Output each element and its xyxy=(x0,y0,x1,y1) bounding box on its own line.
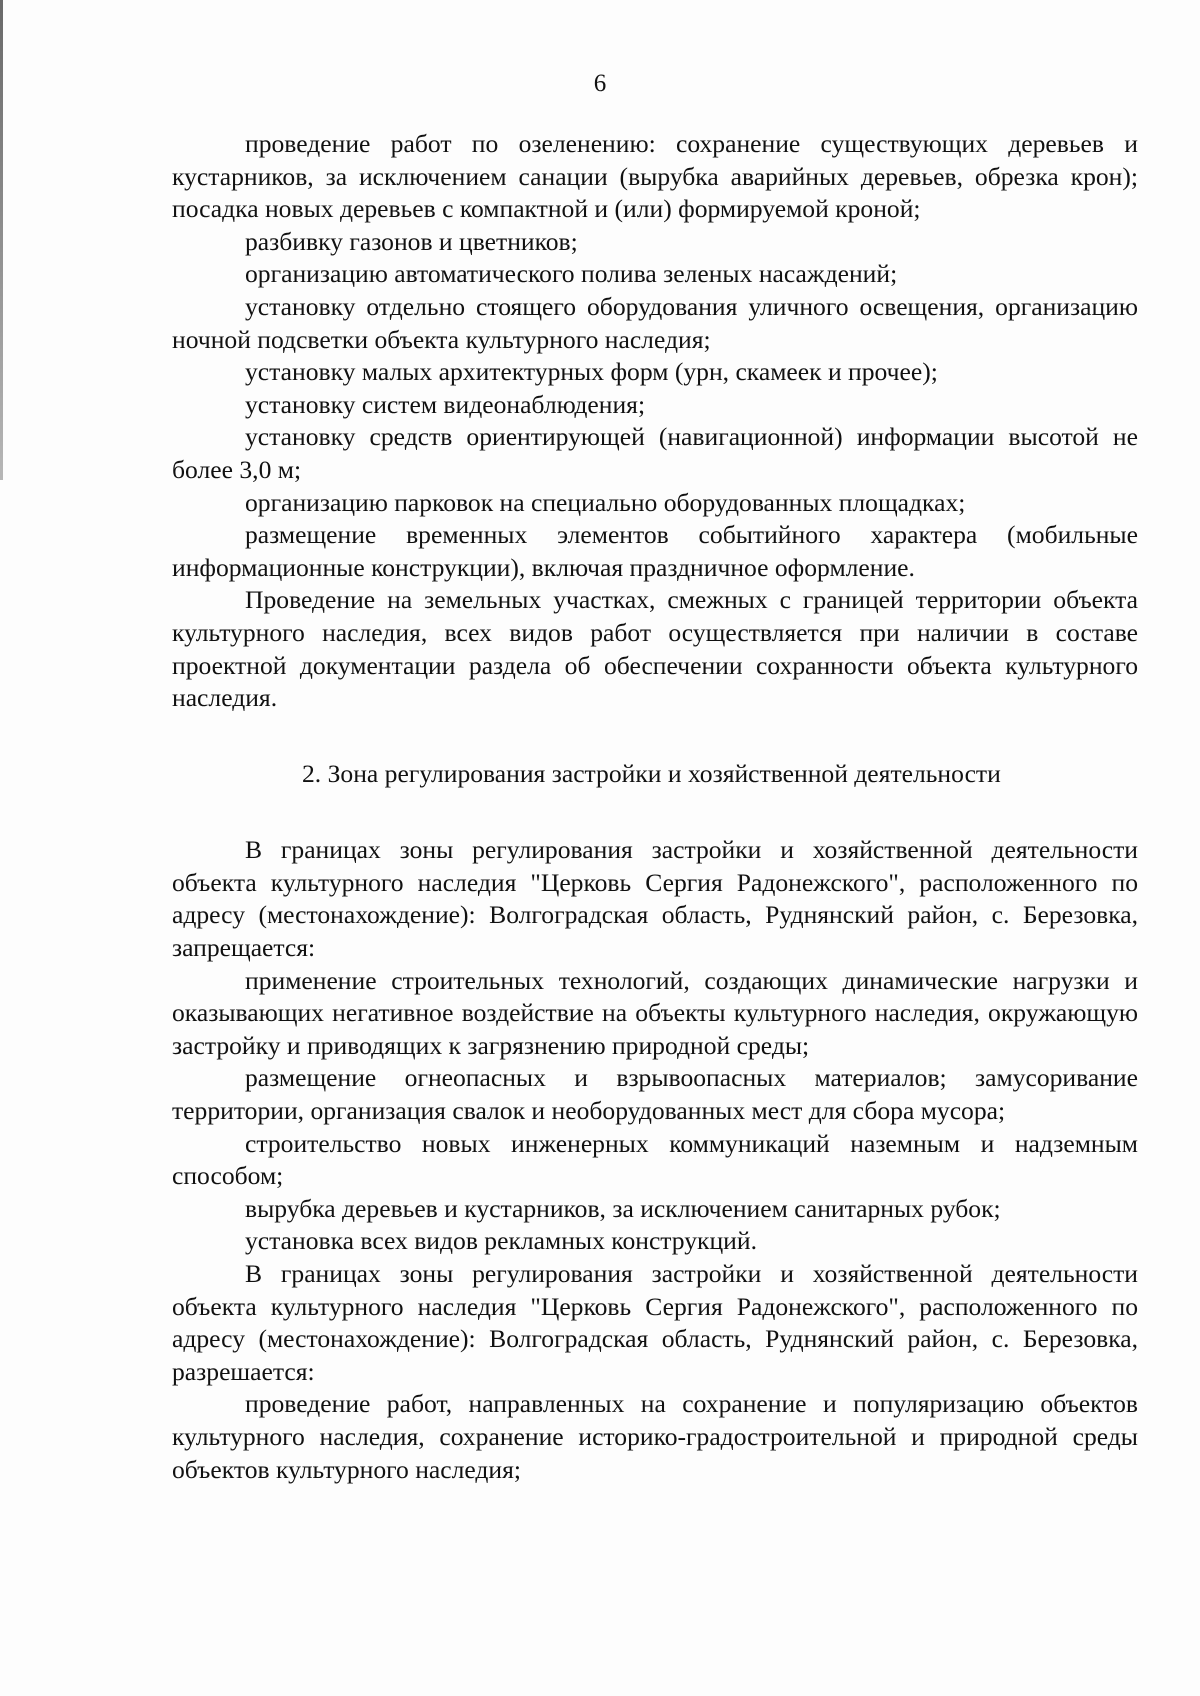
paragraph: проведение работ по озеленению: сохранение существующих деревьев и кустарников, за исключением санации (вырубка аварийных деревьев, обрезка крон); посадка новых деревьев с компактной и (или) формируемой кроной; xyxy=(172,129,1138,224)
section-2-body xyxy=(172,834,1138,1486)
section-1-body xyxy=(172,128,1138,715)
paragraph: проведение работ, направленных на сохранение и популяризацию объектов культурного наследия, сохранение историко-градостроительной и природной среды объектов культурного наследия; xyxy=(172,1389,1138,1484)
paragraph: установку малых архитектурных форм (урн, скамеек и прочее); xyxy=(245,357,938,387)
section-2-heading: 2. Зона регулирования застройки и хозяйственной деятельности xyxy=(302,758,1001,788)
paragraph: В границах зоны регулирования застройки и хозяйственной деятельности объекта культурного наследия "Церковь Сергия Радонежского", расположенного по адресу (местонахождение): Волгоградская область, Руднянский район, с. Березовка, запрещается: xyxy=(172,835,1138,963)
paragraph: установку средств ориентирующей (навигационной) информации высотой не более 3,0 м; xyxy=(172,422,1138,484)
paragraph: строительство новых инженерных коммуникаций наземным и надземным способом; xyxy=(172,1128,1138,1191)
paragraph: применение строительных технологий, создающих динамические нагрузки и оказывающих негативное воздействие на объекты культурного наследия, окружающую застройку и приводящих к загрязнению природной среды; xyxy=(172,965,1138,1060)
paragraph: размещение огнеопасных и взрывоопасных материалов; замусоривание территории, организация свалок и необорудованных мест для сбора мусора; xyxy=(172,1063,1138,1126)
paragraph: вырубка деревьев и кустарников, за исключением санитарных рубок; xyxy=(245,1193,1001,1223)
paragraph: организацию автоматического полива зеленых насаждений; xyxy=(245,259,898,289)
paragraph: разбивку газонов и цветников; xyxy=(245,226,578,256)
paragraph: организацию парковок на специально оборудованных площадках; xyxy=(245,487,966,517)
page-number: 6 xyxy=(593,70,607,97)
paragraph: установку отдельно стоящего оборудования уличного освещения, организацию ночной подсветки объекта культурного наследия; xyxy=(172,291,1138,354)
document-body xyxy=(172,128,1138,1486)
paragraph: размещение временных элементов событийного характера (мобильные информационные конструкции), включая праздничное оформление. xyxy=(172,520,1138,582)
paragraph: Проведение на земельных участках, смежных с границей территории объекта культурного наследия, всех видов работ осуществляется при наличии в составе проектной документации раздела об обеспечении сохранности объекта культурного наследия. xyxy=(172,585,1138,713)
paragraph: установку систем видеонаблюдения; xyxy=(245,389,646,419)
paragraph: установка всех видов рекламных конструкций. xyxy=(245,1226,757,1256)
paragraph: В границах зоны регулирования застройки и хозяйственной деятельности объекта культурного наследия "Церковь Сергия Радонежского", расположенного по адресу (местонахождение): Волгоградская область, Руднянский район, с. Березовка, разрешается: xyxy=(172,1259,1138,1386)
